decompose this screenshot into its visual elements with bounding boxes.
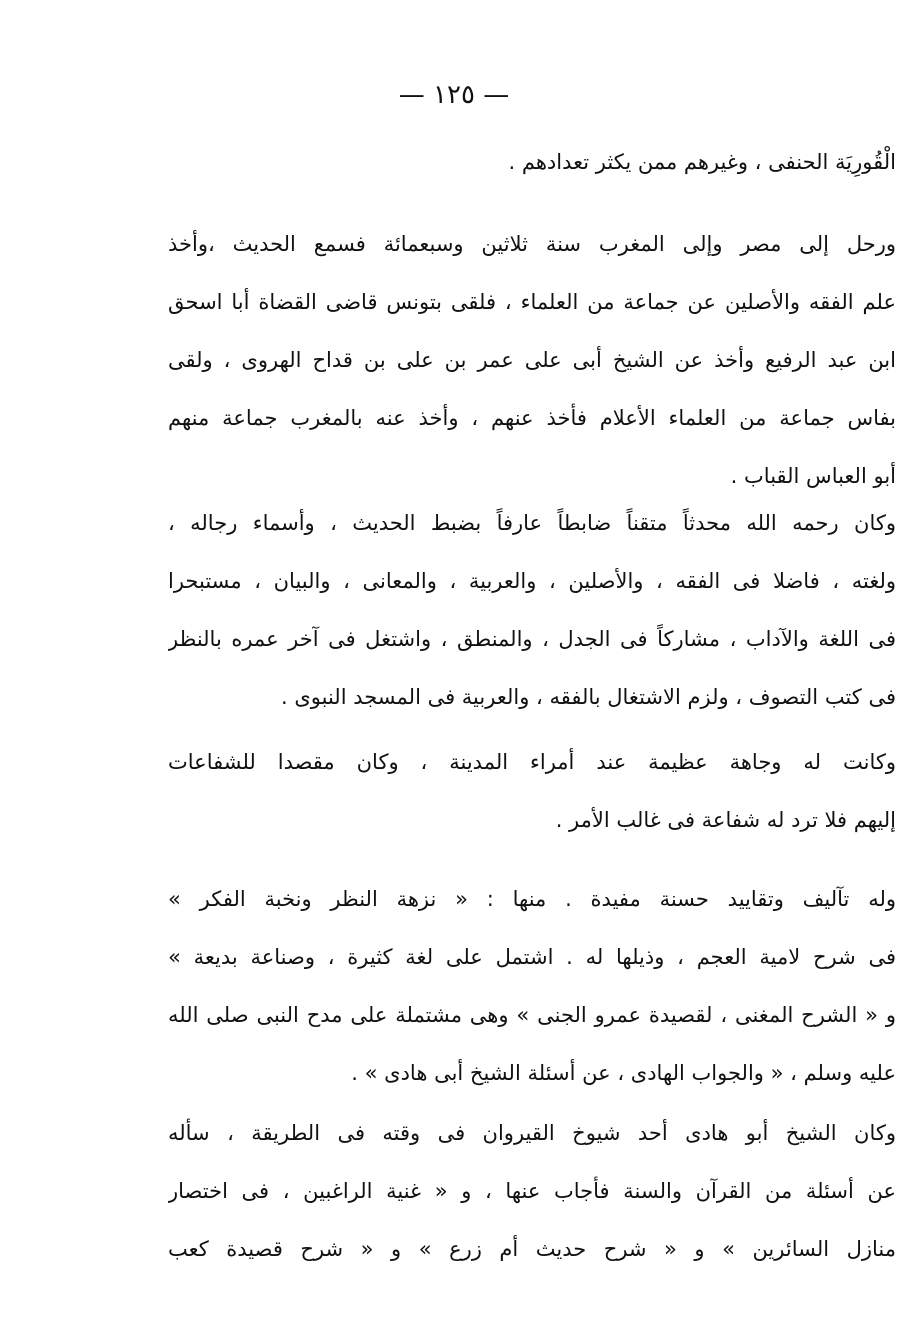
text-line: ورحل إلى مصر وإلى المغرب سنة ثلاثين وسبعمائة فسمع الحديث ،وأخذ <box>168 232 896 256</box>
paragraph-3 <box>168 494 896 726</box>
text-line: وله تآليف وتقاييد حسنة مفيدة . منها : « نزهة النظر ونخبة الفكر » <box>168 887 896 911</box>
text-line: أبو العباس القباب . <box>730 464 896 488</box>
text-line: الْقُورِيَة الحنفى ، وغيرهم ممن يكثر تعدادهم . <box>508 150 896 174</box>
text-line: ولغته ، فاضلا فى الفقه ، والأصلين ، والعربية ، والمعانى ، والبيان ، مستبحرا <box>168 569 896 593</box>
text-line: و « الشرح المغنى ، لقصيدة عمرو الجنى » وهى مشتملة على مدح النبى صلى الله <box>168 1003 896 1027</box>
paragraph-5 <box>168 870 896 1102</box>
text-line: علم الفقه والأصلين عن جماعة من العلماء ، فلقى بتونس قاضى القضاة أبا اسحق <box>168 290 896 314</box>
text-line: عن أسئلة من القرآن والسنة فأجاب عنها ، و « غنية الراغبين ، فى اختصار <box>168 1179 896 1203</box>
text-line: عليه وسلم ، « والجواب الهادى ، عن أسئلة الشيخ أبى هادى » . <box>351 1061 896 1085</box>
text-line: فى اللغة والآداب ، مشاركاً فى الجدل ، والمنطق ، واشتغل فى آخر عمره بالنظر <box>168 627 896 651</box>
text-line: وكان الشيخ أبو هادى أحد شيوخ القيروان فى وقته فى الطريقة ، سأله <box>168 1121 896 1145</box>
text-line: ابن عبد الرفيع وأخذ عن الشيخ أبى على عمر بن على بن قداح الهروى ، ولقى <box>168 348 896 372</box>
text-line: وكانت له وجاهة عظيمة عند أمراء المدينة ، وكان مقصدا للشفاعات <box>168 750 896 774</box>
text-line: فى شرح لامية العجم ، وذيلها له . اشتمل على لغة كثيرة ، وصناعة بديعة » <box>168 945 896 969</box>
paragraph-1 <box>168 133 896 191</box>
text-line: وكان رحمه الله محدثاً متقناً ضابطاً عارفاً بضبط الحديث ، وأسماء رجاله ، <box>168 511 896 535</box>
page-number: — ١٢٥ — <box>398 80 510 110</box>
text-line: إليهم فلا ترد له شفاعة فى غالب الأمر . <box>555 808 896 832</box>
text-line: فى كتب التصوف ، ولزم الاشتغال بالفقه ، والعربية فى المسجد النبوى . <box>281 685 896 709</box>
paragraph-4 <box>168 733 896 849</box>
text-line: منازل السائرين » و « شرح حديث أم زرع » و « شرح قصيدة كعب <box>168 1237 896 1261</box>
paragraph-6 <box>168 1104 896 1278</box>
text-line: بفاس جماعة من العلماء الأعلام فأخذ عنهم ، وأخذ عنه بالمغرب جماعة منهم <box>168 406 896 430</box>
paragraph-2 <box>168 215 896 505</box>
